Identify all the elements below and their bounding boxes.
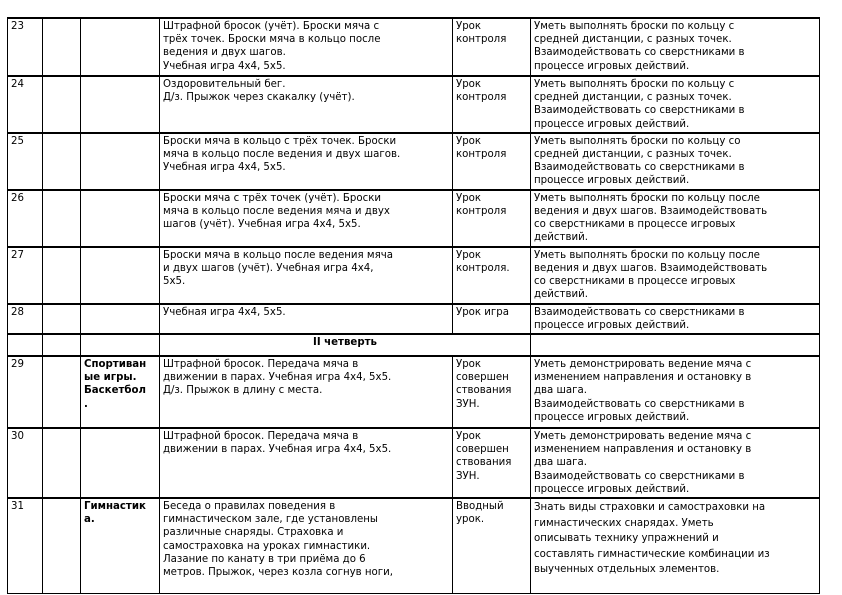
lesson-type: Урок совершен ствования ЗУН. [453, 428, 531, 498]
blank-cell [8, 334, 43, 356]
section-cell [81, 304, 160, 334]
quarter-row [8, 334, 820, 356]
lesson-requirements: Уметь демонстрировать ведение мяча с изменением направления и остановку в два шага. Взаимодействовать со сверстниками в процессе игровых действий. [531, 356, 820, 428]
lesson-requirements: Уметь выполнять броски по кольцу после ведения и двух шагов. Взаимодействовать со сверстниками в процессе игровых действий. [531, 190, 820, 247]
lesson-requirements: Уметь выполнять броски по кольцу после ведения и двух шагов. Взаимодействовать со сверстниками в процессе игровых действий. [531, 247, 820, 304]
lesson-requirements: Знать виды страховки и самостраховки на гимнастических снарядах. Уметь описывать технику упражнений и составлять гимнастические комбинации из выученных отдельных элементов. [531, 498, 820, 593]
lesson-content: Оздоровительный бег. Д/з. Прыжок через скакалку (учёт). [160, 76, 453, 133]
lesson-type: Урок совершен ствования ЗУН. [453, 356, 531, 428]
lesson-requirements: Уметь выполнять броски по кольцу со средней дистанции, с разных точек. Взаимодействовать со сверстниками в процессе игровых действий. [531, 133, 820, 190]
blank-cell [81, 334, 160, 356]
blank-cell [43, 334, 81, 356]
blank-cell [43, 190, 81, 247]
blank-cell [531, 334, 820, 356]
lesson-content: Штрафной бросок. Передача мяча в движении в парах. Учебная игра 4х4, 5х5. Д/з. Прыжок в длину с места. [160, 356, 453, 428]
lesson-type: Урок контроля [453, 18, 531, 76]
lesson-number: 27 [8, 247, 43, 304]
table-row [8, 428, 820, 498]
section-cell [81, 133, 160, 190]
blank-cell [43, 498, 81, 593]
blank-cell [43, 428, 81, 498]
section-cell [81, 247, 160, 304]
table-row [8, 356, 820, 428]
quarter-label: II четверть [160, 334, 531, 356]
table-row [8, 133, 820, 190]
lesson-number: 28 [8, 304, 43, 334]
lesson-number: 25 [8, 133, 43, 190]
lesson-type: Урок контроля [453, 133, 531, 190]
lesson-content: Штрафной бросок (учёт). Броски мяча с трёх точек. Броски мяча в кольцо после ведения и двух шагов. Учебная игра 4х4, 5х5. [160, 18, 453, 76]
lesson-type: Урок контроля. [453, 247, 531, 304]
lesson-type: Урок игра [453, 304, 531, 334]
lesson-content: Броски мяча в кольцо после ведения мяча и двух шагов (учёт). Учебная игра 4х4, 5х5. [160, 247, 453, 304]
section-cell [81, 76, 160, 133]
blank-cell [43, 18, 81, 76]
lesson-content: Беседа о правилах поведения в гимнастическом зале, где установлены различные снаряды. Страховка и самостраховка на уроках гимнастики. Лазание по канату в три приёма до 6 метров. Прыжок, через козла согнув ноги, [160, 498, 453, 593]
blank-cell [43, 304, 81, 334]
lesson-requirements: Взаимодействовать со сверстниками в процессе игровых действий. [531, 304, 820, 334]
table-row [8, 247, 820, 304]
table-row [8, 76, 820, 133]
lesson-number: 29 [8, 356, 43, 428]
lesson-content: Штрафной бросок. Передача мяча в движении в парах. Учебная игра 4х4, 5х5. [160, 428, 453, 498]
lesson-number: 30 [8, 428, 43, 498]
lesson-requirements: Уметь выполнять броски по кольцу с средней дистанции, с разных точек. Взаимодействовать со сверстниками в процессе игровых действий. [531, 76, 820, 133]
lesson-plan-table [7, 17, 820, 594]
lesson-requirements: Уметь демонстрировать ведение мяча с изменением направления и остановку в два шага. Взаимодействовать со сверстниками в процессе игровых действий. [531, 428, 820, 498]
table-row [8, 498, 820, 593]
lesson-content: Учебная игра 4х4, 5х5. [160, 304, 453, 334]
section-cell [81, 190, 160, 247]
lesson-number: 26 [8, 190, 43, 247]
section-cell: Гимнастик а. [81, 498, 160, 593]
table-row [8, 304, 820, 334]
lesson-number: 23 [8, 18, 43, 76]
table-row [8, 18, 820, 76]
blank-cell [43, 133, 81, 190]
section-cell: Спортиван ые игры. Баскетбол . [81, 356, 160, 428]
section-cell [81, 428, 160, 498]
table-row [8, 190, 820, 247]
blank-cell [43, 356, 81, 428]
lesson-number: 24 [8, 76, 43, 133]
blank-cell [43, 247, 81, 304]
lesson-requirements: Уметь выполнять броски по кольцу с средней дистанции, с разных точек. Взаимодействовать со сверстниками в процессе игровых действий. [531, 18, 820, 76]
lesson-type: Урок контроля [453, 190, 531, 247]
lesson-type: Вводный урок. [453, 498, 531, 593]
blank-cell [43, 76, 81, 133]
lesson-number: 31 [8, 498, 43, 593]
lesson-content: Броски мяча с трёх точек (учёт). Броски мяча в кольцо после ведения мяча и двух шагов (учёт). Учебная игра 4х4, 5х5. [160, 190, 453, 247]
lesson-type: Урок контроля [453, 76, 531, 133]
lesson-content: Броски мяча в кольцо с трёх точек. Броски мяча в кольцо после ведения и двух шагов. Учебная игра 4х4, 5х5. [160, 133, 453, 190]
section-cell [81, 18, 160, 76]
